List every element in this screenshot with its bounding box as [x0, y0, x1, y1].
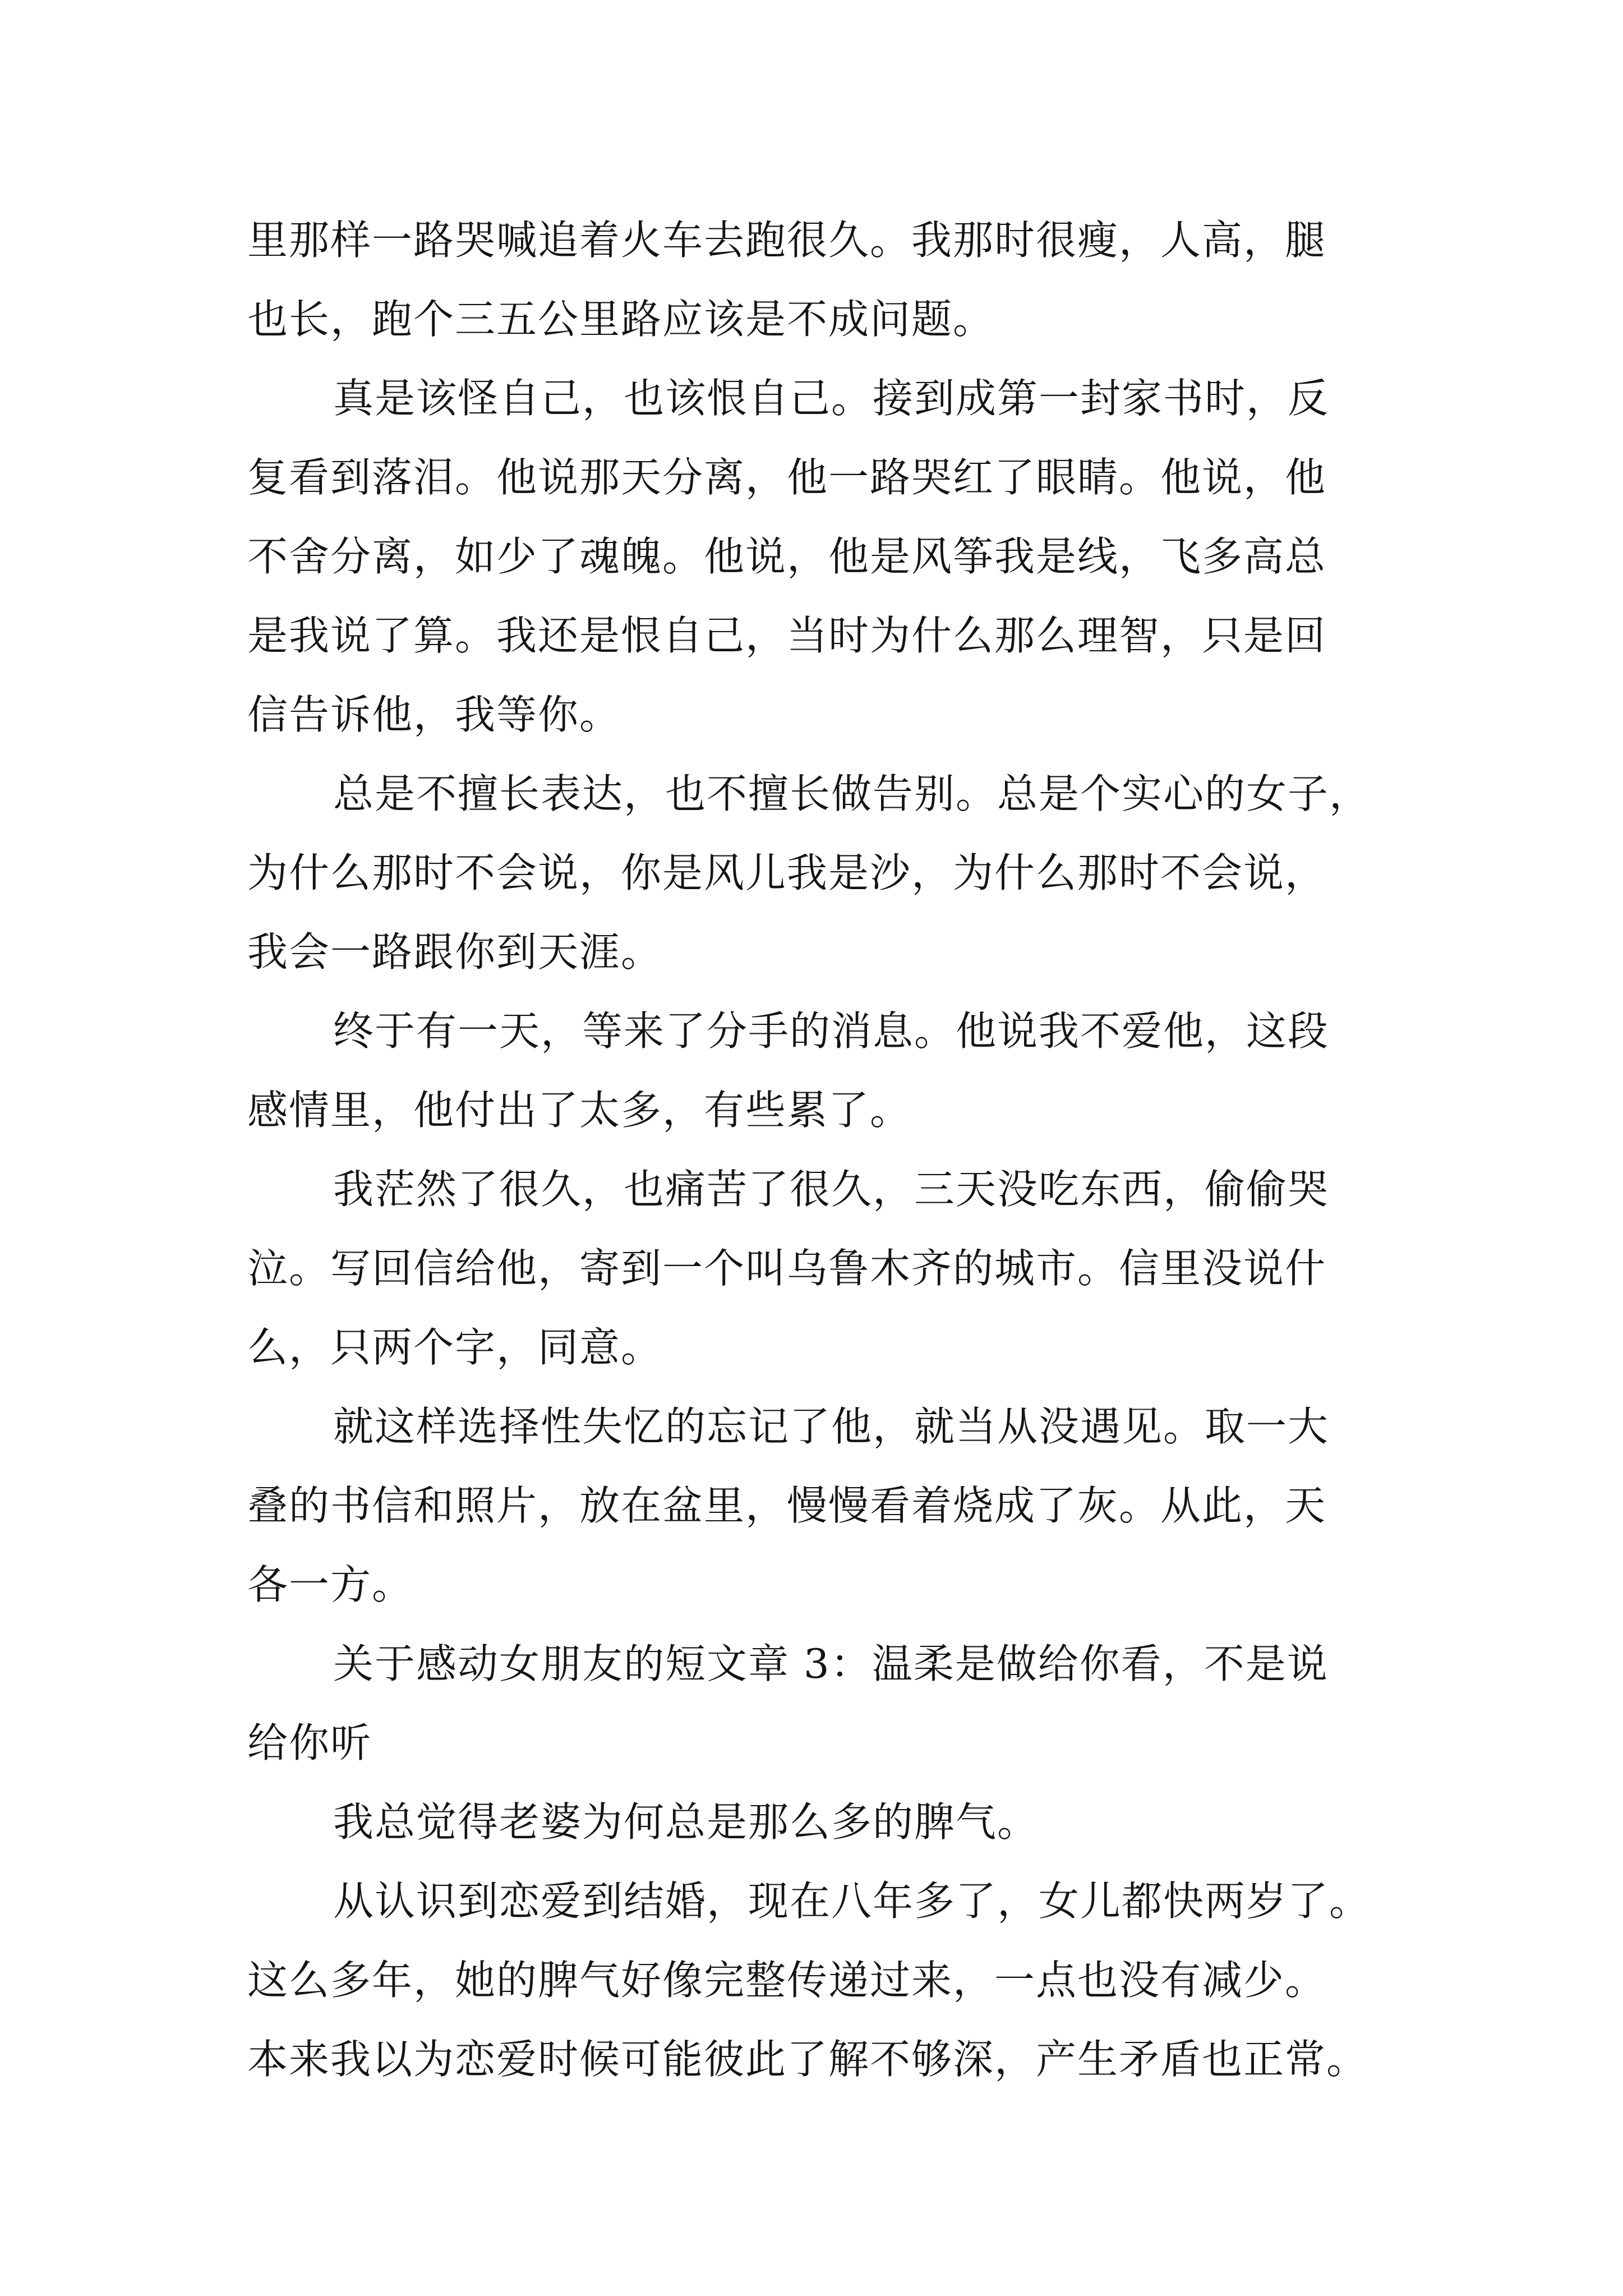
paragraph-line: 是我说了算。我还是恨自己，当时为什么那么理智，只是回: [247, 612, 1327, 659]
paragraph-line: 总是不擅长表达，也不擅长做告别。总是个实心的女子，: [333, 770, 1371, 817]
paragraph-line: 终于有一天，等来了分手的消息。他说我不爱他，这段: [333, 1007, 1330, 1055]
paragraph-line: 也长，跑个三五公里路应该是不成问题。: [247, 296, 995, 343]
paragraph-line: 么，只两个字，同意。: [247, 1324, 663, 1371]
paragraph-line: 复看到落泪。他说那天分离，他一路哭红了眼睛。他说，他: [247, 454, 1327, 501]
paragraph-line: 我总觉得老婆为何总是那么多的脾气。: [333, 1798, 1039, 1846]
paragraph-line: 感情里，他付出了太多，有些累了。: [247, 1087, 912, 1134]
paragraph-line: 泣。写回信给他，寄到一个叫乌鲁木齐的城市。信里没说什: [247, 1245, 1327, 1292]
paragraph-line: 信告诉他，我等你。: [247, 691, 621, 738]
paragraph-line: 这么多年，她的脾气好像完整传递过来，一点也没有减少。: [247, 1957, 1327, 2004]
paragraph-line: 从认识到恋爱到结婚，现在八年多了，女儿都快两岁了。: [333, 1878, 1371, 1925]
section-heading: 关于感动女朋友的短文章 3：温柔是做给你看，不是说: [333, 1640, 1329, 1687]
paragraph-line: 为什么那时不会说，你是风儿我是沙，为什么那时不会说，: [247, 849, 1327, 896]
paragraph-line: 我茫然了很久，也痛苦了很久，三天没吃东西，偷偷哭: [333, 1166, 1330, 1213]
paragraph-line: 各一方。: [247, 1561, 414, 1608]
paragraph-line: 里那样一路哭喊追着火车去跑很久。我那时很瘦，人高，腿: [247, 217, 1327, 264]
paragraph-line: 不舍分离，如少了魂魄。他说，他是风筝我是线，飞多高总: [247, 533, 1327, 580]
paragraph-line: 就这样选择性失忆的忘记了他，就当从没遇见。取一大: [333, 1403, 1330, 1450]
section-heading: 给你听: [247, 1719, 372, 1766]
paragraph-line: 叠的书信和照片，放在盆里，慢慢看着烧成了灰。从此，天: [247, 1482, 1327, 1529]
paragraph-line: 真是该怪自己，也该恨自己。接到成第一封家书时，反: [333, 375, 1330, 422]
paragraph-line: 我会一路跟你到天涯。: [247, 928, 663, 976]
paragraph-line: 本来我以为恋爱时候可能彼此了解不够深，产生矛盾也正常。: [247, 2036, 1368, 2083]
